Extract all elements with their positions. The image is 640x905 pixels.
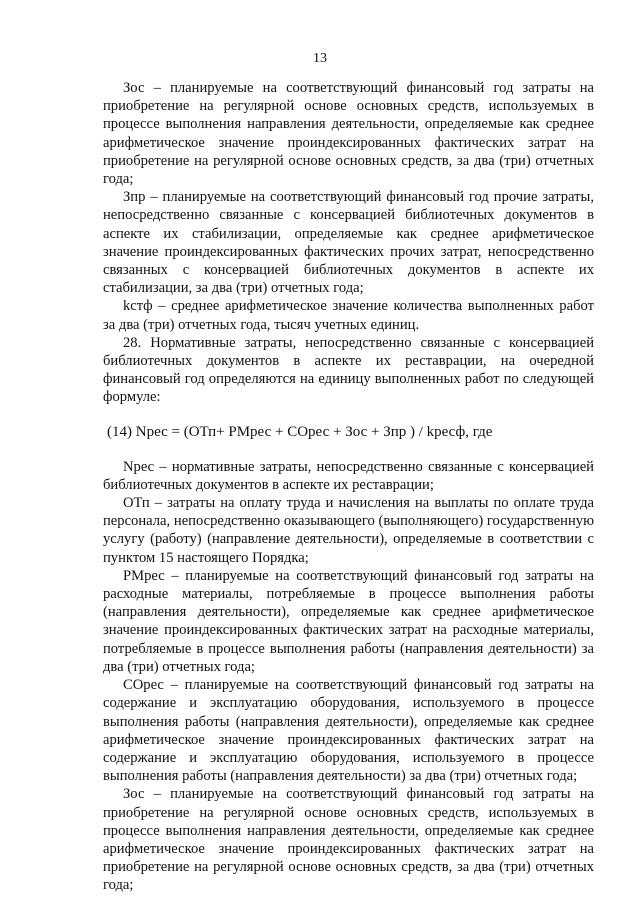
paragraph-zpr-definition: Зпр – планируемые на соответствующий финансовый год прочие затраты, непосредственно связанные с консервацией библиотечных документов в аспекте их стабилизации, определяемые как среднее арифметическое значение проиндексированных фактических прочих затрат, непосредственно связанных с консервацией библиотечных документов в аспекте их стабилизации, за два (три) отчетных года; bbox=[103, 189, 594, 297]
spacer bbox=[103, 407, 594, 423]
paragraph-otp-definition: ОТп – затраты на оплату труда и начисления на выплаты по оплате труда персонала, непосредственно оказывающего (выполняющего) государственную услугу (работу) (направление деятельности), определяемые в соответствии с пунктом 15 настоящего Порядка; bbox=[103, 495, 594, 566]
paragraph-item-28: 28. Нормативные затраты, непосредственно связанные с консервацией библиотечных документов в аспекте их реставрации, на очередной финансовый год определяются на единицу выполненных работ по следующей формуле: bbox=[103, 334, 594, 406]
paragraph-nres-definition: Nрес – нормативные затраты, непосредственно связанные с консервацией библиотечных документов в аспекте их реставрации; bbox=[103, 458, 594, 493]
paragraph-rmres-definition: РМрес – планируемые на соответствующий финансовый год затраты на расходные материалы, потребляемые в процессе выполнения работы (направления деятельности), определяемые как среднее арифметическое значение проиндексированных фактических затрат на расходные материалы, потребляемые в процессе выполнения работы (направления деятельности) за два (три) отчетных года; bbox=[103, 567, 594, 675]
paragraph-sores-definition: СОрес – планируемые на соответствующий финансовый год затраты на содержание и эксплуатацию оборудования, используемого в процессе выполнения работы (направления деятельности), определяемые как среднее арифметическое значение проиндексированных фактических затрат на содержание и эксплуатацию оборудования, используемого в процессе выполнения работы (направления деятельности) за два (три) отчетных года; bbox=[103, 677, 594, 785]
page-body bbox=[103, 79, 594, 895]
spacer bbox=[103, 442, 594, 458]
paragraph-kstf-definition: kстф – среднее арифметическое значение количества выполненных работ за два (три) отчетных года, тысяч учетных единиц. bbox=[103, 298, 594, 333]
paragraph-zos-definition-repeat: Зос – планируемые на соответствующий финансовый год затраты на приобретение на регулярной основе основных средств, используемых в процессе выполнения направления деятельности, определяемые как среднее арифметическое значение проиндексированных фактических затрат на приобретение на регулярной основе основных средств, за два (три) отчетных года; bbox=[103, 786, 594, 894]
page-number: 13 bbox=[313, 51, 327, 66]
paragraph-zos-definition: Зос – планируемые на соответствующий финансовый год затраты на приобретение на регулярной основе основных средств, используемых в процессе выполнения направления деятельности, определяемые как среднее арифметическое значение проиндексированных фактических затрат на приобретение на регулярной основе основных средств, за два (три) отчетных года; bbox=[103, 80, 594, 188]
formula-14: (14) Nрес = (ОТп+ РМрес + СОрес + Зос + Зпр ) / kресф, где bbox=[107, 423, 493, 440]
